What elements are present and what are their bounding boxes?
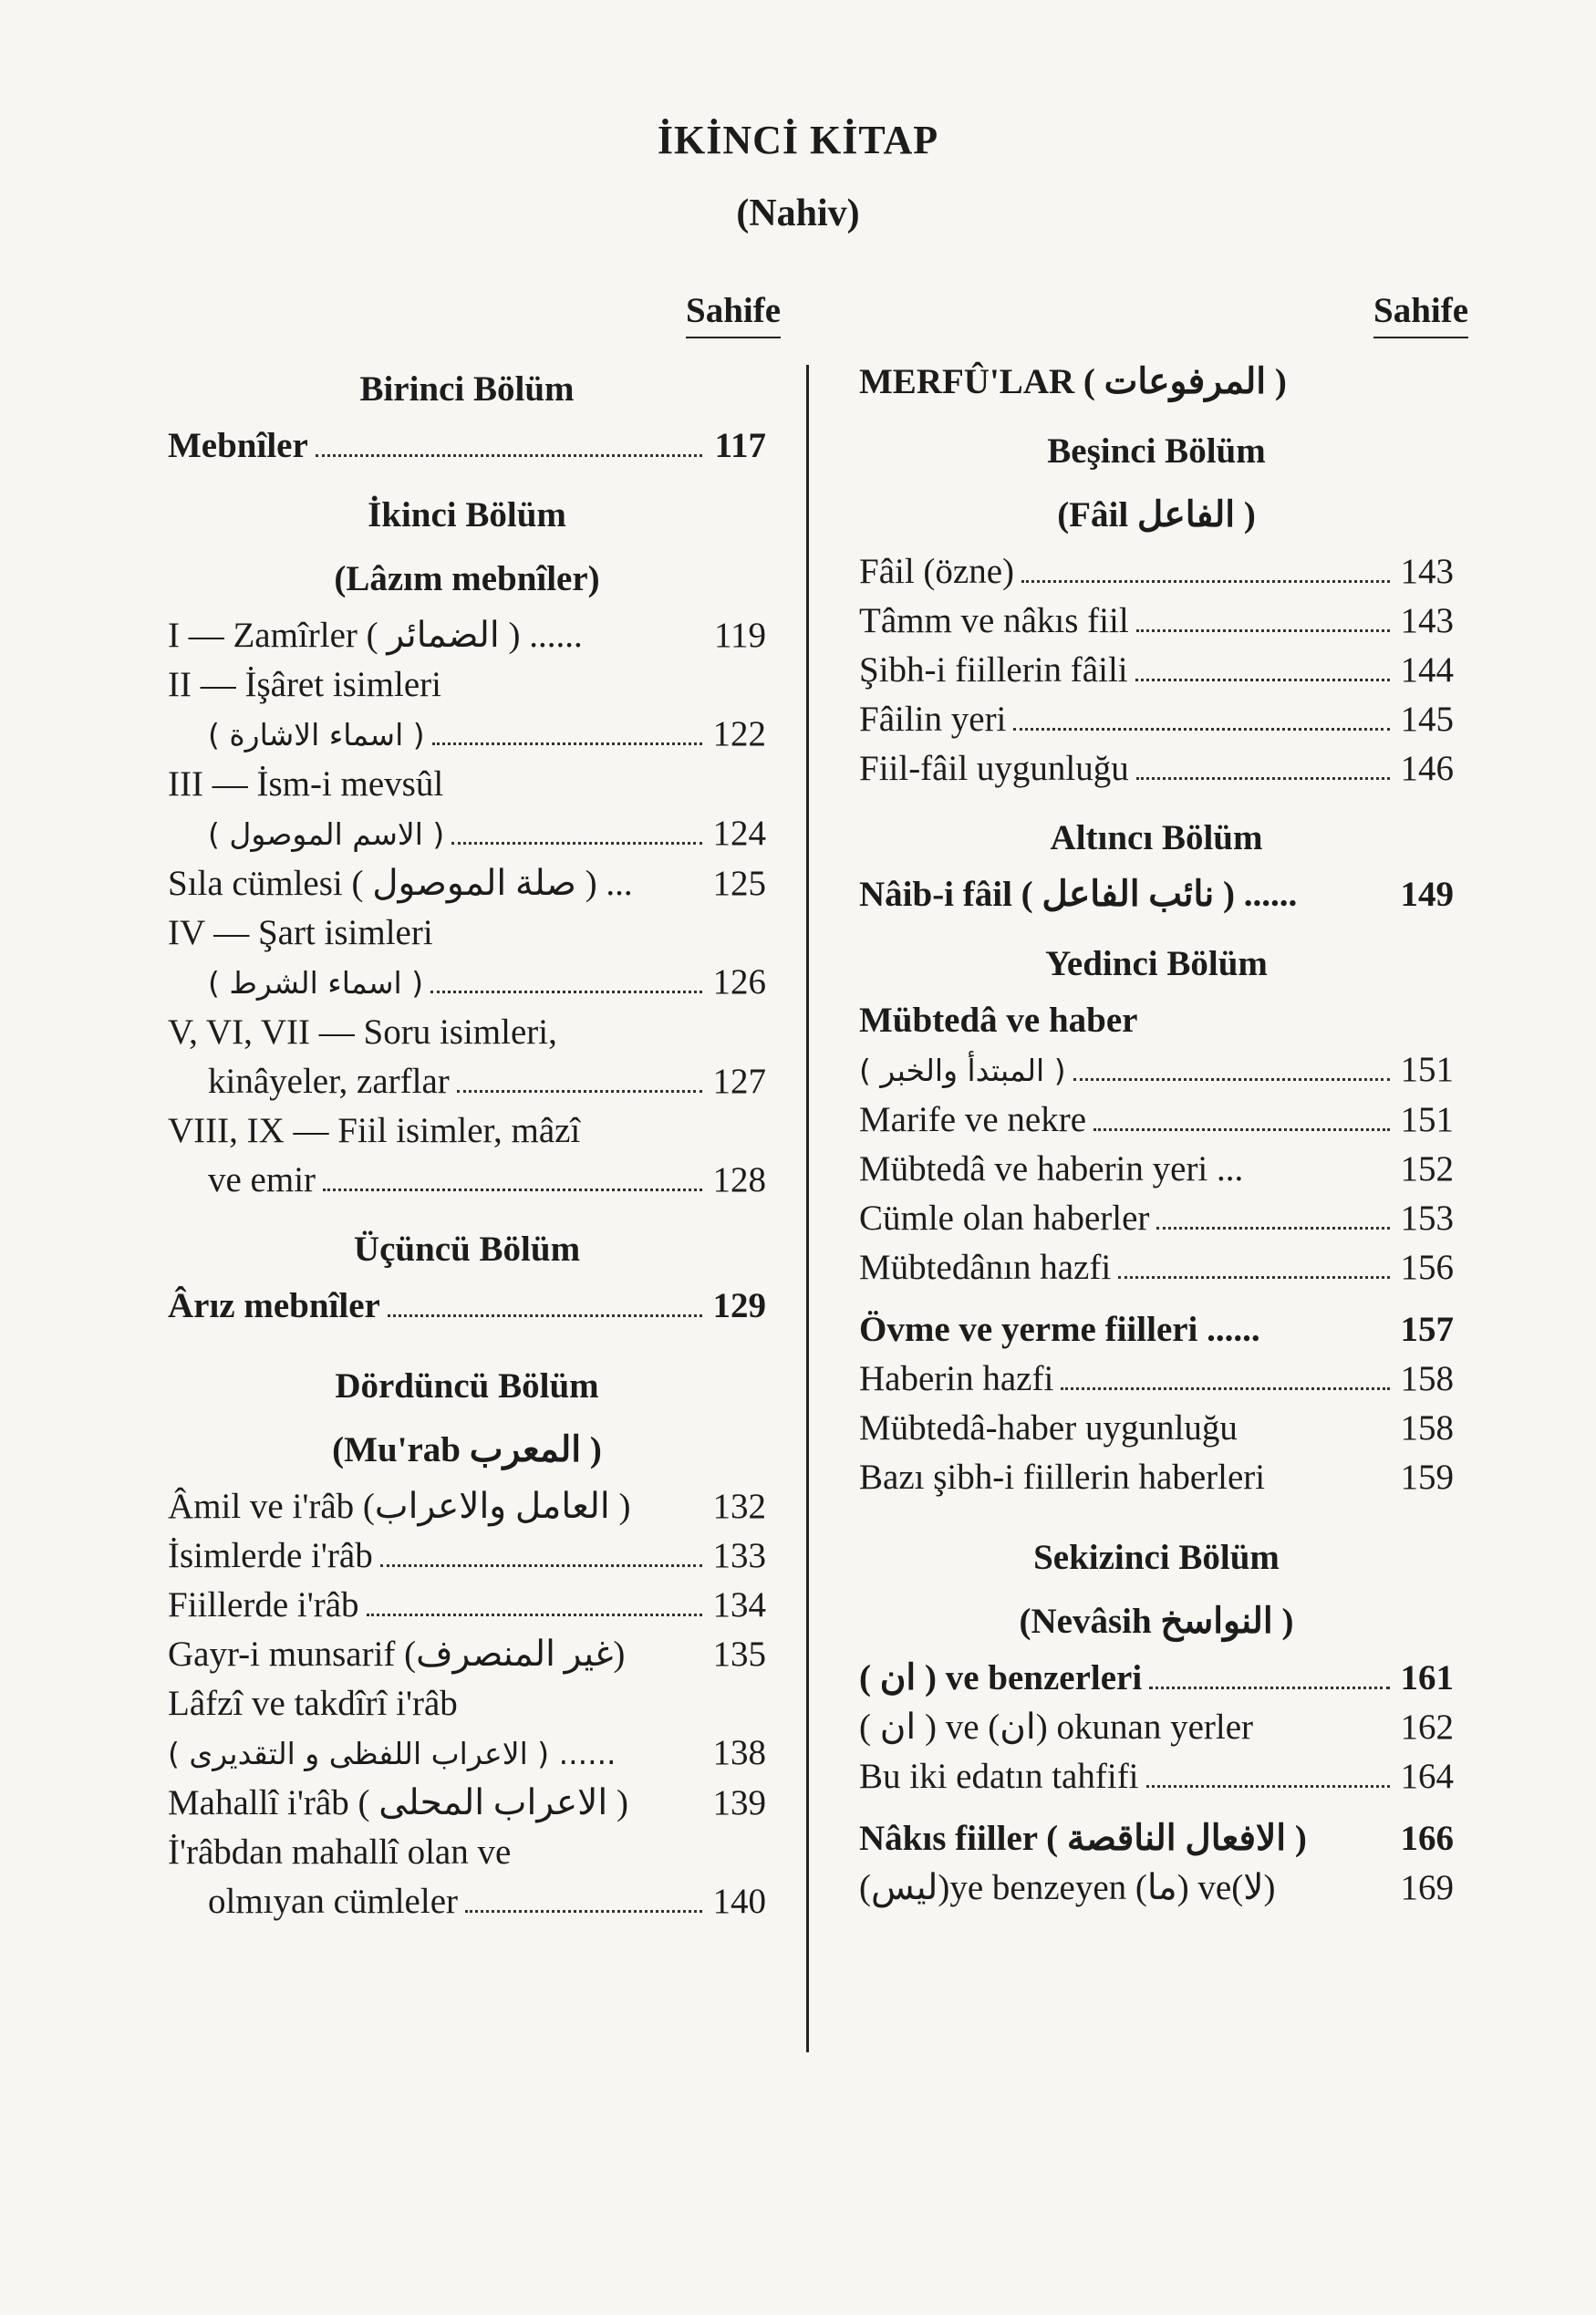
toc-entry: Nâkıs fiiller ( الافعال الناقصة ) 166 (859, 1819, 1454, 1858)
book-title: İKİNCİ KİTAP (657, 118, 939, 162)
toc-entry: ( ان ) ve benzerleri 161 (859, 1658, 1454, 1697)
toc-entry: Fiil-fâil uygunluğu 146 (859, 749, 1454, 788)
toc-entry: ve emir 128 (208, 1160, 766, 1199)
section-heading: Yedinci Bölüm (1045, 944, 1268, 983)
section-subheading: (Nevâsih النواسخ ) (1019, 1602, 1294, 1641)
section-subheading: (Lâzım mebnîler) (334, 559, 600, 598)
toc-entry-text: VIII, IX — Fiil isimler, mâzî (168, 1111, 581, 1150)
toc-entry: Mübtedânın hazfi 156 (859, 1248, 1454, 1287)
toc-entry: Cümle olan haberler 153 (859, 1199, 1454, 1238)
toc-entry: Nâib-i fâil ( نائب الفاعل ) ...... 149 (859, 875, 1454, 914)
page-column-label-left: Sahife (686, 290, 781, 338)
toc-entry: Ârız mebnîler 129 (168, 1286, 766, 1325)
toc-entry: ( ان ) ve (ان) okunan yerler 162 (859, 1708, 1454, 1747)
toc-entry: I — Zamîrler ( الضمائر ) ...... 119 (168, 616, 766, 655)
toc-entry: Marife ve nekre 151 (859, 1100, 1454, 1139)
section-heading: İkinci Bölüm (368, 495, 566, 535)
section-heading: Beşinci Bölüm (1047, 431, 1266, 471)
toc-entry-text: III — İsm-i mevsûl (168, 764, 444, 804)
toc-left-column (168, 358, 766, 1926)
toc-part-heading: MERFÛ'LAR ( المرفوعات ) (859, 362, 1287, 401)
toc-entry: Övme ve yerme fiilleri ...... 157 (859, 1310, 1454, 1349)
toc-entry: ( اسماء الاشارة ) 122 (208, 714, 766, 753)
toc-entry-text: IV — Şart isimleri (168, 913, 433, 952)
toc-entry: (ليس)ye benzeyen (ما) ve(لا) 169 (859, 1868, 1454, 1907)
toc-entry: ( الاسم الموصول ) 124 (208, 814, 766, 853)
section-subheading: (Fâil الفاعل ) (1057, 495, 1256, 535)
toc-entry: Âmil ve i'râb (العامل والاعراب ) 132 (168, 1487, 766, 1526)
toc-entry-text: Lâfzî ve takdîrî i'râb (168, 1684, 458, 1723)
toc-entry: Mebnîler 117 (168, 426, 766, 465)
toc-entry: Mübtedâ-haber uygunluğu 158 (859, 1408, 1454, 1448)
book-subtitle: (Nahiv) (736, 192, 860, 234)
toc-entry: Sıla cümlesi ( صلة الموصول ) ... 125 (168, 864, 766, 903)
toc-entry: Tâmm ve nâkıs fiil 143 (859, 601, 1454, 640)
toc-entry: Şibh-i fiillerin fâili 144 (859, 650, 1454, 690)
toc-entry: Gayr-i munsarif (غير المنصرف) 135 (168, 1635, 766, 1674)
section-heading: Sekizinci Bölüm (1033, 1538, 1280, 1577)
toc-entry-text: II — İşâret isimleri (168, 665, 441, 704)
toc-entry: Fâil (özne) 143 (859, 552, 1454, 591)
toc-entry: Fiillerde i'râb 134 (168, 1585, 766, 1625)
section-subheading: (Mu'rab المعرب ) (332, 1430, 602, 1469)
toc-entry: Bazı şibh-i fiillerin haberleri 159 (859, 1458, 1454, 1497)
toc-entry: ( المبتدأ والخبر ) 151 (859, 1050, 1454, 1089)
toc-entry-text: V, VI, VII — Soru isimleri, (168, 1012, 557, 1052)
toc-entry: ( اسماء الشرط ) 126 (208, 962, 766, 1002)
section-heading: Altıncı Bölüm (1050, 818, 1263, 857)
toc-entry: Mahallî i'râb ( الاعراب المحلى ) 139 (168, 1783, 766, 1822)
toc-entry-text: İ'râbdan mahallî olan ve (168, 1832, 512, 1872)
toc-entry: Bu iki edatın tahfifi 164 (859, 1757, 1454, 1796)
column-divider (806, 365, 809, 2052)
page-column-label-right: Sahife (1373, 290, 1468, 338)
toc-entry: Mübtedâ ve haberin yeri ... 152 (859, 1149, 1454, 1189)
toc-entry: Haberin hazfi 158 (859, 1359, 1454, 1398)
toc-entry-text: Mübtedâ ve haber (859, 1001, 1138, 1040)
toc-right-column (859, 358, 1454, 1913)
section-heading: Birinci Bölüm (359, 369, 575, 409)
toc-entry: olmıyan cümleler 140 (208, 1882, 766, 1921)
section-heading: Üçüncü Bölüm (353, 1230, 581, 1269)
section-heading: Dördüncü Bölüm (335, 1366, 599, 1406)
toc-entry: İsimlerde i'râb 133 (168, 1536, 766, 1575)
toc-entry: ( الاعراب اللفظى و التقديرى ) ...... 138 (168, 1733, 766, 1772)
toc-entry: kinâyeler, zarflar 127 (208, 1062, 766, 1101)
toc-entry: Fâilin yeri 145 (859, 700, 1454, 739)
